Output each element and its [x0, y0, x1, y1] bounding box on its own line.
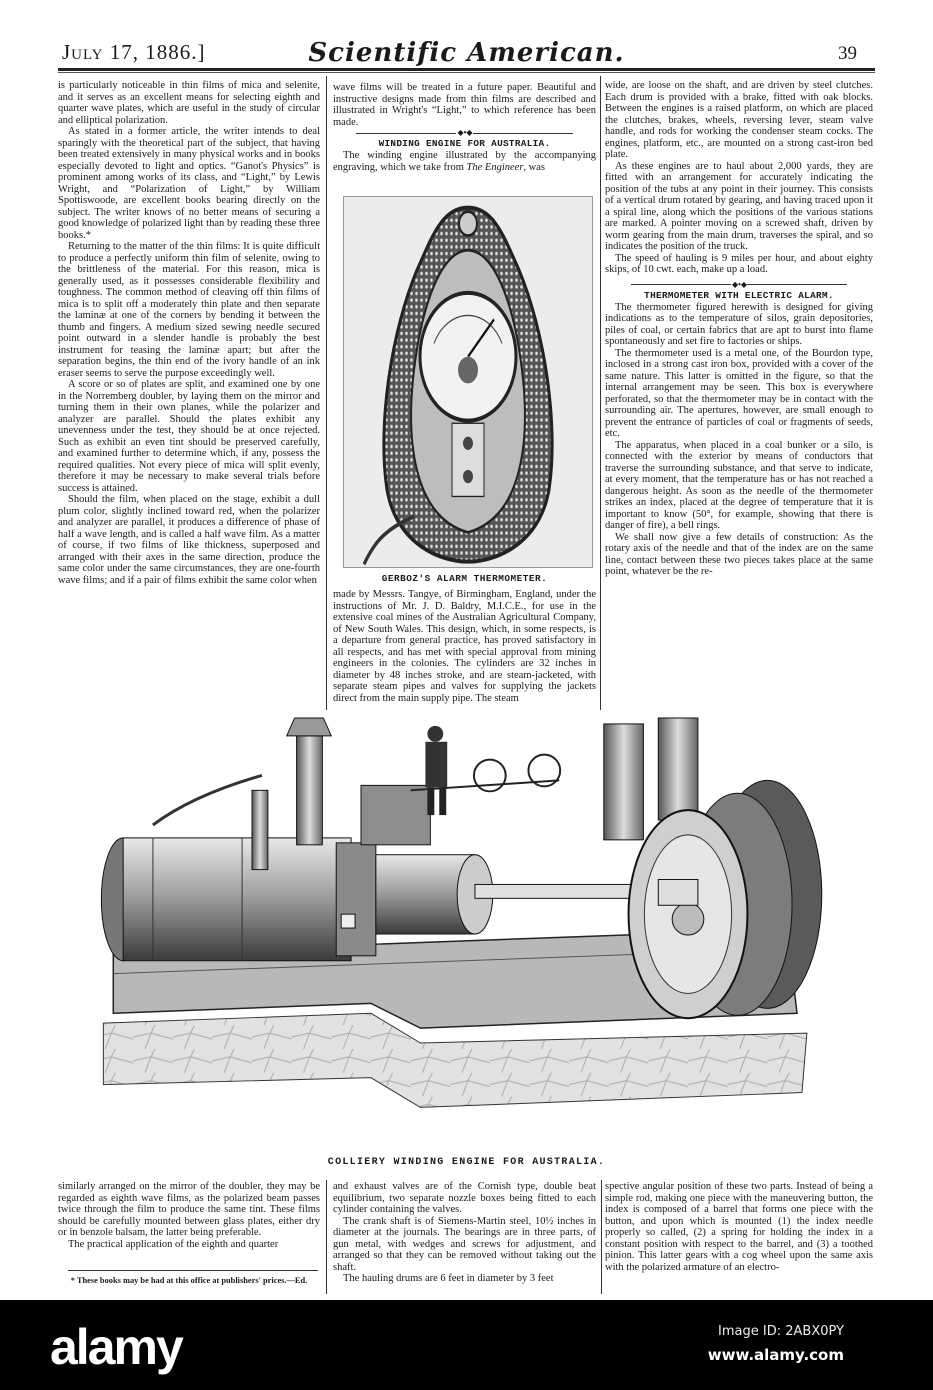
section-ornament: ◆ • ◆	[333, 128, 596, 138]
thermometer-figure-icon	[344, 197, 592, 567]
winding-engine-engraving	[90, 716, 850, 1152]
article-column-2-continued	[333, 589, 596, 704]
issue-date: July 17, 1886.]	[62, 40, 206, 64]
paragraph: wide, are loose on the shaft, and are driven by steel clutches. Each drum is provided with a brake, fitted with oak blocks. Between the engines is a raised platform, on which are placed the clutches, brakes, wheels, reversing lever, steam valve handle, and rods for working the condenser steam cocks. The engines, platform, etc., are mounted on a strong cast-iron bed plate.	[605, 80, 873, 160]
header-rule-thin	[58, 72, 875, 73]
header-rule	[58, 68, 875, 71]
column-divider	[326, 76, 327, 710]
masthead: Scientific American.	[308, 38, 625, 68]
paragraph: The practical application of the eighth and quarter	[68, 1238, 279, 1250]
paragraph: is particularly noticeable in thin films of mica and selenite, and it serves as an excellent means for selecting eighth and quarter wave plates, which are useful in the study of circular and elliptical polarization.	[58, 80, 320, 126]
paragraph: As stated in a former article, the writer intends to deal sparingly with the theoretical part of the subject, that having been treated extensively in many physical works and in books especially devoted to light and optics. “Ganot's Physics” is prominent among works of its class, and “Light,” by Lewis Wright, and “Polarization of Light,” by William Spottiswoode, are excellent books bearing directly on the subject. The writer knows of no better means of securing a good knowledge of polarized light than by reading these three books.*	[58, 126, 320, 241]
column-divider	[601, 1180, 602, 1294]
section-heading: WINDING ENGINE FOR AUSTRALIA.	[378, 138, 551, 149]
paragraph-end: , was	[523, 161, 546, 173]
footnote: * These books may be had at this office at publishers' prices.—Ed.	[70, 1276, 308, 1285]
paragraph: The speed of hauling is 9 miles per hour, and about eighty skips, of 10 cwt. each, make up a load.	[605, 252, 873, 275]
article-column-1	[58, 80, 320, 586]
bottom-column-2	[333, 1181, 596, 1285]
paragraph: As these engines are to haul about 2,000 yards, they are fitted with an arrangement for accurately indicating the position of the tubs at any point in their journey. This consists of a vertical drum rotated by gearing, and having traced upon it a spiral line, along which the positions of the various stations are marked. A pointer moving on a screwed shaft, driven by worm gearing from the main drum, traverses the spiral, and so indicates the position of the truck.	[605, 160, 873, 252]
section-heading: THERMOMETER WITH ELECTRIC ALARM.	[644, 289, 834, 301]
paragraph: We shall now give a few details of construction: As the rotary axis of the needle and that of the index are on the same line, contact between these two pieces takes place at the same point, whatever be the re-	[605, 531, 873, 577]
page-number: 39	[838, 43, 857, 64]
steam-engine-illustration-icon	[90, 716, 850, 1152]
alamy-logo: alamy	[50, 1319, 182, 1375]
paragraph: Returning to the matter of the thin films: It is quite difficult to produce a perfectly uniform thin film of selenite, owing to the brittleness of the material. For this reason, mica is generally used, as it possesses considerable flexibility and toughness. The common method of cleaving off thin films of mica is to split off a moderately thin plate and then separate the laminæ at one of the corners by bending it between the thumb and fingers. A medium sized sewing needle secured point outward in a slender handle is probably the best instrument for teasing the laminæ apart; but after the separation begins, the thin end of the ivory handle of an ink eraser seems to serve the purpose exceedingly well.	[58, 241, 320, 379]
column-divider	[326, 1180, 327, 1294]
article-column-3	[605, 80, 873, 578]
paragraph: The winding engine illustrated by the accompanying engraving, which we take from The Engineer, was	[333, 150, 596, 173]
paragraph: similarly arranged on the mirror of the doubler, they may be regarded as eighth wave films, as the polarized beam passes twice through the film to produce the same tint. These films should be carefully mounted between glass plates, either dry or in benzole balsam, the latter being preferable.	[58, 1181, 320, 1238]
image-id: Image ID: 2ABX0PY	[718, 1324, 844, 1339]
paragraph: The hauling drums are 6 feet in diameter by 3 feet	[343, 1273, 554, 1284]
thermometer-illustration	[343, 196, 593, 568]
bottom-column-1	[58, 1181, 320, 1250]
paragraph: Should the film, when placed on the stage, exhibit a dull plum color, slightly inclined toward red, when the polarizer and analyzer are parallel, it produces a difference of phase of half a wave length, and is called a half wave film. As a matter of course, if two films of like thickness, superposed and arranged with their axes in the same direction, produce the same color under the same circumstances, they are one-fourth wave films; and if a pair of films exhibit the same color when	[58, 494, 320, 586]
paragraph: The crank shaft is of Siemens-Martin steel, 10½ inches in diameter at the journals. The bearings are in three parts, of gun metal, with wedges and screws for adjustment, and arranged so that they can be removed without taking out the shaft.	[333, 1215, 596, 1273]
footnote-rule	[68, 1270, 318, 1271]
article-column-2	[333, 82, 596, 173]
paragraph: spective angular position of these two parts. Instead of being a simple rod, making one piece with the maneuvering button, the index is composed of a barrel that forms one piece with the button, and upon which is mounted (1) the index needle properly so called, (2) a spring for holding the index in a constant position with respect to the barrel, and (3) a toothed pinion. This latter gears with a cog wheel upon the same axis with the polarized armature of an electro-	[605, 1181, 873, 1273]
paragraph: made by Messrs. Tangye, of Birmingham, England, under the instructions of Mr. J. D. Baldry, M.I.C.E., for use in the extensive coal mines of the Australian Agricultural Company, of New South Wales. This design, which, in some respects, is a departure from general practice, has proved satisfactory in all respects, and has met with special approval from mining engineers in the colonies. The cylinders are 32 inches in diameter by 48 inches stroke, and are steam-jacketed, with separate steam pipes and valves for supplying the jackets direct from the main supply pipe. The steam	[333, 589, 596, 704]
source-title: The Engineer	[466, 161, 524, 173]
paragraph: wave films will be treated in a future paper. Beautiful and instructive designs made from thin films are described and illustrated in Wright's “Light,” to which reference has been made.	[333, 82, 596, 128]
paragraph: The thermometer figured herewith is designed for giving indications as to the temperature of silos, grain depositories, piles of coal, or certain fabrics that are apt to burst into flame spontaneously and set fire to factories or ships.	[605, 301, 873, 347]
paragraph: The thermometer used is a metal one, of the Bourdon type, inclosed in a strong cast iron box, provided with a cover of the same nature. This latter is omitted in the figure, so that the internal arrangement may be seen. This box is everywhere perforated, so that the thermometer may be in contact with the surrounding air. The apertures, however, are small enough to prevent the entrance of particles of coal or fragments of seeds, etc.	[605, 347, 873, 439]
paragraph: A score or so of plates are split, and examined one by one in the Norremberg doubler, by laying them on the mirror and turning them in their own planes, while the polarizer and analyzer are parallel. Should the plates exhibit any unevenness under the test, they should be at once rejected. Such as exhibit an even tint should be preserved carefully, and examined further to determine which, if any, possess the required qualities. Not every piece of mica will split evenly, therefore it may be necessary to make several trials before success is attained.	[58, 379, 320, 494]
figure-caption: GERBOZ'S ALARM THERMOMETER.	[381, 573, 548, 584]
paragraph: The apparatus, when placed in a coal bunker or a silo, is connected with the exterior by means of conductors that traverse the surrounding substance, and that serve to indicate, at every moment, that the temperature has or has not reached a dangerous height. As soon as the needle of the thermometer strikes an index, placed at the degree of temperature that it is important to know (50°, for example, showing that there is danger of fire), a bell rings.	[605, 439, 873, 531]
watermark-bar	[0, 1300, 933, 1390]
section-ornament: ◆ • ◆	[605, 280, 873, 290]
paragraph: and exhaust valves are of the Cornish type, double beat equilibrium, two separate nozzle boxes being fitted to each cylinder containing the valves.	[333, 1181, 596, 1215]
column-divider	[600, 76, 601, 710]
watermark-url: www.alamy.com	[707, 1346, 844, 1364]
engraving-caption: COLLIERY WINDING ENGINE FOR AUSTRALIA.	[327, 1157, 606, 1168]
bottom-column-3	[605, 1181, 873, 1273]
